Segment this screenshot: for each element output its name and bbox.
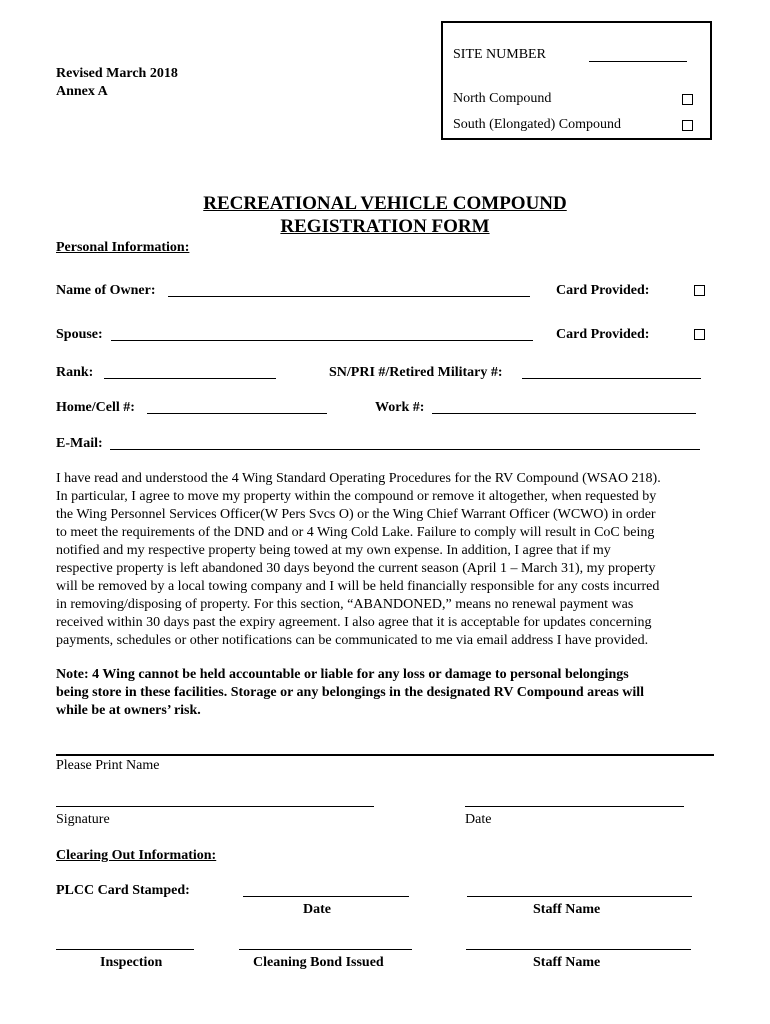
signature-field[interactable] (56, 806, 374, 807)
work-field[interactable] (432, 413, 696, 414)
form-title-line1: RECREATIONAL VEHICLE COMPOUND (203, 193, 567, 214)
print-name-label: Please Print Name (56, 758, 160, 773)
plcc-date-label: Date (303, 902, 331, 917)
plcc-card-stamped-label: PLCC Card Stamped: (56, 883, 190, 898)
site-number-box (441, 21, 712, 140)
owner-name-label: Name of Owner: (56, 283, 156, 298)
plcc-date-field[interactable] (243, 896, 409, 897)
print-name-field[interactable] (56, 754, 714, 756)
revision-date: Revised March 2018 (56, 66, 178, 81)
signature-date-field[interactable] (465, 806, 684, 807)
spouse-card-provided-checkbox[interactable] (694, 329, 705, 340)
email-label: E-Mail: (56, 436, 103, 451)
liability-note: Note: 4 Wing cannot be held accountable or liable for any loss or damage to personal belongings being store in these facilities. Storage or any belongings in the designated RV Compound areas will while be at owners’ risk. (56, 667, 645, 718)
agreement-paragraph: I have read and understood the 4 Wing Standard Operating Procedures for the RV Compound (WSAO 218). In particular, I agree to move my property within the compound or remove it altogether, when requested by the Wing Personnel Services Officer(W Pers Svcs O) or the Wing Chief Warrant Officer (WCWO) in order to meet the requirements of the DND and or 4 Wing Cold Lake. Failure to comply will result in CoC being notified and my respective property being towed at my own expense. In addition, I agree that if my respective property is left abandoned 30 days beyond the current season (April 1 – March 31), my property will be removed by a local towing company and I will be held financially responsible for any costs incurred in removing/disposing of property. For this section, “ABANDONED,” means no renewal payment was received within 30 days past the expiry agreement. I also agree that it is acceptable for updates concerning payments, schedules or other notifications can be communicated to me via email address I have provided. (56, 471, 661, 648)
south-compound-label: South (Elongated) Compound (453, 117, 621, 132)
spouse-label: Spouse: (56, 327, 103, 342)
owner-card-provided-checkbox[interactable] (694, 285, 705, 296)
rank-label: Rank: (56, 365, 94, 380)
signature-label: Signature (56, 812, 110, 827)
annex-label: Annex A (56, 84, 108, 99)
clearing-out-heading: Clearing Out Information: (56, 848, 217, 863)
plcc-staff-name-label: Staff Name (533, 902, 601, 917)
owner-name-field[interactable] (168, 296, 530, 297)
form-title-line2: REGISTRATION FORM (280, 216, 490, 237)
final-staff-name-field[interactable] (466, 949, 691, 950)
rank-field[interactable] (104, 378, 276, 379)
owner-card-provided-label: Card Provided: (556, 283, 650, 298)
email-field[interactable] (110, 449, 700, 450)
site-number-label: SITE NUMBER (453, 47, 546, 62)
spouse-card-provided-label: Card Provided: (556, 327, 650, 342)
sn-pri-field[interactable] (522, 378, 701, 379)
north-compound-label: North Compound (453, 91, 552, 106)
inspection-field[interactable] (56, 949, 194, 950)
work-label: Work #: (375, 400, 425, 415)
north-compound-checkbox[interactable] (682, 94, 693, 105)
spouse-field[interactable] (111, 340, 533, 341)
inspection-label: Inspection (100, 955, 163, 970)
signature-date-label: Date (465, 812, 492, 827)
plcc-staff-name-field[interactable] (467, 896, 692, 897)
personal-info-heading: Personal Information: (56, 240, 190, 255)
site-number-field[interactable] (589, 61, 687, 62)
home-cell-field[interactable] (147, 413, 327, 414)
south-compound-checkbox[interactable] (682, 120, 693, 131)
cleaning-bond-label: Cleaning Bond Issued (253, 955, 384, 970)
cleaning-bond-field[interactable] (239, 949, 412, 950)
final-staff-name-label: Staff Name (533, 955, 601, 970)
home-cell-label: Home/Cell #: (56, 400, 135, 415)
sn-pri-label: SN/PRI #/Retired Military #: (329, 365, 503, 380)
